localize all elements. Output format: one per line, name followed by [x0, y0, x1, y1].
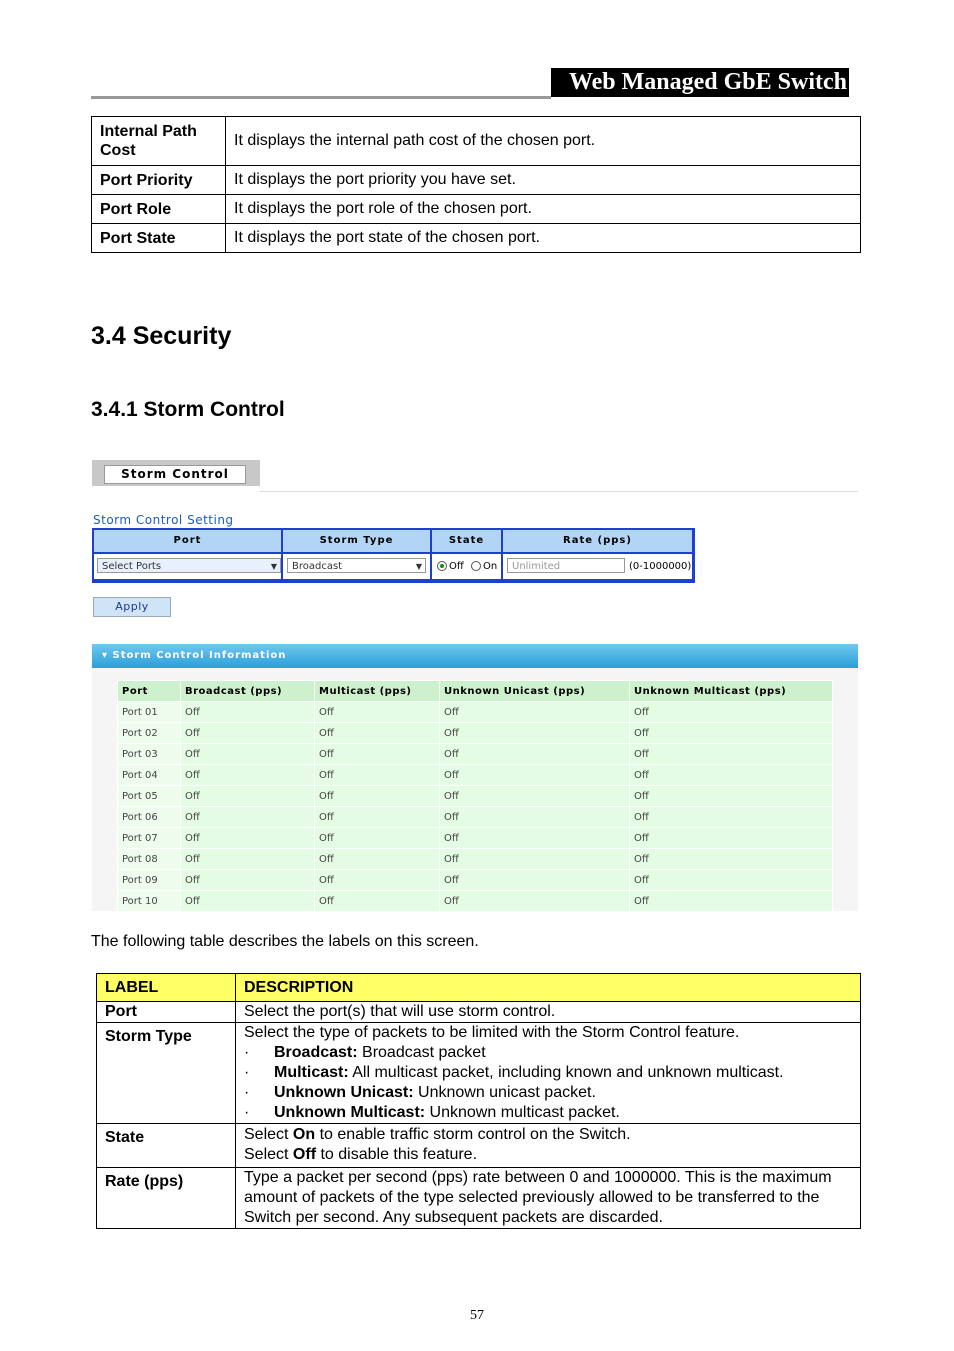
- cell: Off: [440, 723, 630, 744]
- info-title: Storm Control Information: [112, 650, 287, 661]
- table-row: [118, 702, 833, 723]
- text: to enable traffic storm control on the Switch.: [315, 1126, 631, 1143]
- cell: Off: [181, 786, 315, 807]
- list-item: [244, 1063, 852, 1083]
- state-on-radio[interactable]: [471, 561, 481, 571]
- cell: Off: [181, 723, 315, 744]
- storm-type-cell: [283, 554, 430, 579]
- row-label: Port: [97, 1002, 236, 1023]
- port-select-value: Select Ports: [102, 561, 162, 572]
- table-row: [118, 786, 833, 807]
- chevron-down-icon: ▼: [270, 562, 277, 571]
- cell: Port 09: [118, 870, 181, 891]
- column-header: Port: [118, 681, 181, 702]
- setting-title: Storm Control Setting: [93, 513, 234, 527]
- tab-bar: [92, 460, 260, 486]
- cell: Port 08: [118, 849, 181, 870]
- cell: Off: [440, 702, 630, 723]
- chevron-down-icon: ▼: [415, 562, 422, 571]
- cell: Off: [630, 744, 833, 765]
- item-text: Broadcast packet: [357, 1044, 486, 1061]
- row-label: Port Role: [92, 195, 226, 224]
- cell: Off: [181, 849, 315, 870]
- cell: Port 10: [118, 891, 181, 912]
- cell: Off: [630, 765, 833, 786]
- bullet: ·: [244, 1064, 250, 1081]
- row-label: Storm Type: [97, 1023, 236, 1124]
- cell: Port 01: [118, 702, 181, 723]
- setting-panel: [92, 528, 695, 583]
- row-desc: [236, 1124, 861, 1168]
- cell: Off: [315, 849, 440, 870]
- bullet: ·: [244, 1044, 250, 1061]
- bullet: ·: [244, 1104, 250, 1121]
- table-row: [97, 1023, 861, 1124]
- column-header: Port: [94, 530, 281, 552]
- storm-type-value: Broadcast: [292, 561, 343, 572]
- item-text: Unknown unicast packet.: [413, 1084, 596, 1101]
- column-header: Multicast (pps): [315, 681, 440, 702]
- table-row: [118, 744, 833, 765]
- cell: Off: [440, 870, 630, 891]
- cell: Off: [315, 870, 440, 891]
- setting-row: [94, 554, 694, 579]
- info-bar[interactable]: [92, 644, 858, 668]
- row-label: Port Priority: [92, 166, 226, 195]
- apply-button[interactable]: Apply: [93, 597, 171, 617]
- header-title: Web Managed GbE Switch: [551, 68, 849, 97]
- cell: Port 07: [118, 828, 181, 849]
- cell: Off: [181, 891, 315, 912]
- table-header-row: [97, 974, 861, 1002]
- item-text: All multicast packet, including known and unknown multicast.: [348, 1064, 784, 1081]
- labels-table: [96, 973, 861, 1229]
- cell: Off: [181, 765, 315, 786]
- cell: Off: [315, 807, 440, 828]
- column-header: Broadcast (pps): [181, 681, 315, 702]
- info-panel: [92, 668, 858, 911]
- cell: Off: [440, 744, 630, 765]
- rate-cell: [503, 554, 692, 579]
- row-desc: Type a packet per second (pps) rate between 0 and 1000000. This is the maximum amount of packets of the type selected previously allowed to be transferred to the Switch per second. Any subsequent packets are discarded.: [236, 1168, 861, 1229]
- row-desc: It displays the port state of the chosen port.: [226, 224, 861, 253]
- row-desc: It displays the internal path cost of the chosen port.: [226, 117, 861, 166]
- item-term: Unknown Multicast:: [274, 1104, 426, 1121]
- tab-divider: [260, 491, 858, 492]
- row-label: Port State: [92, 224, 226, 253]
- cell: Off: [440, 786, 630, 807]
- cell: Off: [630, 870, 833, 891]
- state-line-on: [244, 1125, 852, 1145]
- text: Select: [244, 1146, 293, 1163]
- port-info-table: [91, 116, 861, 253]
- port-cell: [94, 554, 281, 579]
- text: to disable this feature.: [316, 1146, 478, 1163]
- keyword-off: Off: [292, 1146, 317, 1163]
- cell: Off: [440, 849, 630, 870]
- header-rule: [91, 96, 551, 99]
- item-term: Unknown Unicast:: [274, 1084, 414, 1101]
- cell: Off: [315, 828, 440, 849]
- table-row: [97, 1168, 861, 1229]
- cell: Port 03: [118, 744, 181, 765]
- text: Select: [244, 1126, 293, 1143]
- state-cell: [432, 554, 501, 579]
- column-header: State: [432, 530, 501, 552]
- cell: Off: [440, 765, 630, 786]
- rate-input[interactable]: Unlimited: [507, 558, 625, 573]
- row-label: Rate (pps): [97, 1168, 236, 1229]
- cell: Port 02: [118, 723, 181, 744]
- cell: Off: [315, 786, 440, 807]
- cell: Off: [630, 828, 833, 849]
- table-row: [118, 849, 833, 870]
- column-header: Storm Type: [283, 530, 430, 552]
- table-header-row: [118, 681, 833, 702]
- list-item: [244, 1043, 852, 1063]
- cell: Off: [630, 891, 833, 912]
- row-desc: It displays the port priority you have set.: [226, 166, 861, 195]
- cell: Off: [315, 744, 440, 765]
- tab-storm-control[interactable]: Storm Control: [104, 465, 246, 484]
- setting-header: [94, 530, 694, 552]
- intro-text: The following table describes the labels on this screen.: [91, 933, 479, 950]
- cell: Off: [315, 765, 440, 786]
- table-row: [118, 765, 833, 786]
- cell: Port 05: [118, 786, 181, 807]
- state-off-radio[interactable]: [437, 561, 447, 571]
- cell: Off: [181, 807, 315, 828]
- list-item: [244, 1083, 852, 1103]
- cell: Off: [630, 723, 833, 744]
- state-on-label: On: [482, 561, 498, 572]
- cell: Off: [630, 786, 833, 807]
- list-item: [244, 1103, 852, 1123]
- table-row: [97, 1124, 861, 1168]
- cell: Off: [315, 702, 440, 723]
- page-number: 57: [470, 1308, 484, 1323]
- storm-control-screenshot: [92, 458, 860, 913]
- column-header: Rate (pps): [503, 530, 692, 552]
- label-header: LABEL: [97, 974, 236, 1002]
- cell: Off: [181, 744, 315, 765]
- state-line-off: [244, 1145, 852, 1165]
- row-label: State: [97, 1124, 236, 1168]
- column-header: Unknown Multicast (pps): [630, 681, 833, 702]
- item-term: Multicast:: [274, 1064, 349, 1081]
- item-term: Broadcast:: [274, 1044, 358, 1061]
- cell: Off: [630, 807, 833, 828]
- row-desc: It displays the port role of the chosen port.: [226, 195, 861, 224]
- section-title: 3.4 Security: [91, 322, 232, 350]
- cell: Off: [315, 891, 440, 912]
- port-select[interactable]: [97, 558, 281, 573]
- storm-desc: Select the type of packets to be limited with the Storm Control feature.: [244, 1024, 740, 1041]
- table-row: [118, 870, 833, 891]
- row-desc: Select the port(s) that will use storm control.: [236, 1002, 861, 1023]
- description-header: DESCRIPTION: [236, 974, 861, 1002]
- cell: Off: [181, 870, 315, 891]
- storm-type-select[interactable]: [287, 558, 426, 573]
- rate-range: (0-1000000): [629, 561, 692, 572]
- collapse-arrow-icon: ▾: [102, 650, 109, 661]
- cell: Port 06: [118, 807, 181, 828]
- bullet: ·: [244, 1084, 250, 1101]
- subsection-title: 3.4.1 Storm Control: [91, 398, 285, 421]
- cell: Off: [630, 702, 833, 723]
- cell: Off: [440, 807, 630, 828]
- storm-info-table: [117, 680, 833, 912]
- keyword-on: On: [292, 1126, 316, 1143]
- column-header: Unknown Unicast (pps): [440, 681, 630, 702]
- cell: Off: [181, 702, 315, 723]
- cell: Port 04: [118, 765, 181, 786]
- item-text: Unknown multicast packet.: [425, 1104, 620, 1121]
- cell: Off: [630, 849, 833, 870]
- cell: Off: [315, 723, 440, 744]
- cell: Off: [181, 828, 315, 849]
- row-label: Internal Path Cost: [92, 117, 226, 166]
- row-desc: [236, 1023, 861, 1124]
- cell: Off: [440, 891, 630, 912]
- table-row: [97, 1002, 861, 1023]
- table-row: [118, 807, 833, 828]
- table-row: [118, 891, 833, 912]
- table-row: [118, 828, 833, 849]
- state-off-label: Off: [449, 561, 464, 572]
- cell: Off: [440, 828, 630, 849]
- table-row: [118, 723, 833, 744]
